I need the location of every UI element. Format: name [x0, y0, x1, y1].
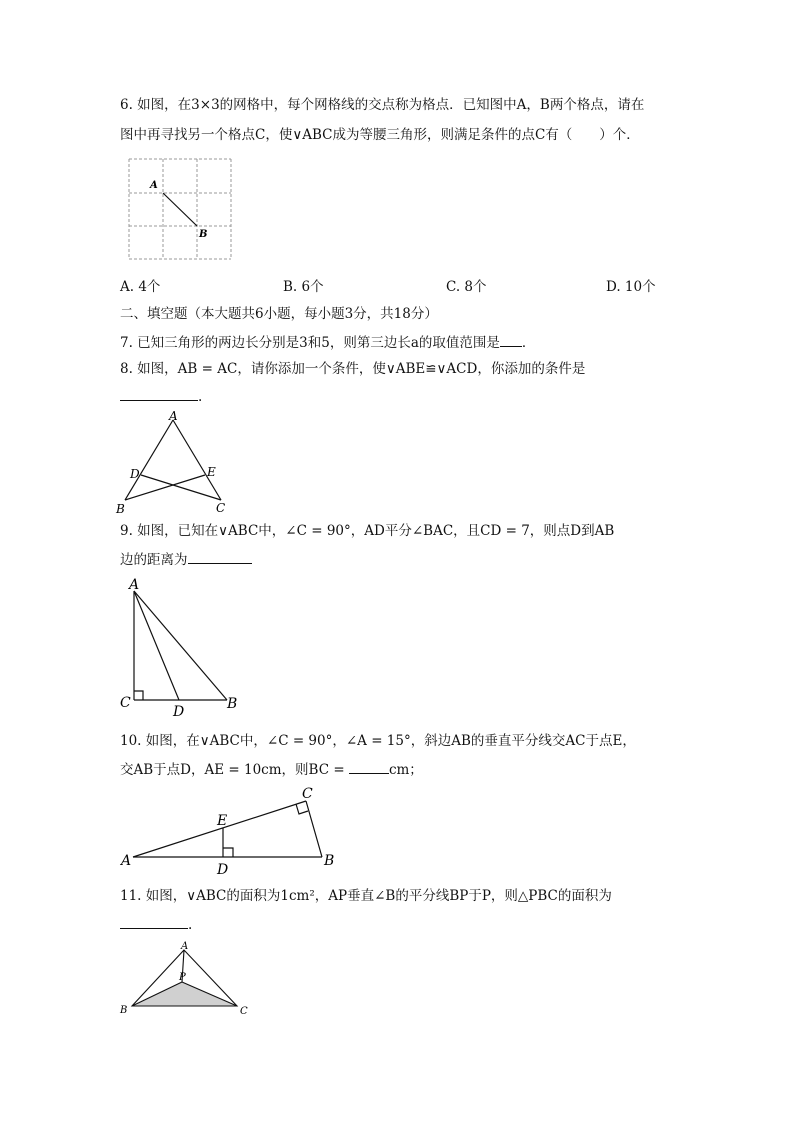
q11-end: .	[188, 917, 193, 933]
q7-end: ．	[521, 335, 536, 351]
section-heading: 二、填空题（本大题共6小题，每小题3分，共18分）	[120, 306, 438, 322]
q10-line2	[120, 759, 423, 780]
q11-question: 11. 如图，∨ABC的面积为1cm²，AP垂直∠B的平分线BP于P，则△PBC的面积为	[120, 888, 612, 904]
q10-question: 交AB于点D，AE = 10cm，则BC =	[120, 762, 345, 778]
q11-label-b: B	[120, 1005, 128, 1016]
q10-answer-blank[interactable]	[349, 759, 389, 774]
q8-label-e: E	[207, 465, 216, 479]
q10-label-d: D	[217, 862, 229, 878]
q6-line2: 图中再寻找另一个格点C，使∨ABC成为等腰三角形，则满足条件的点C有（ ）个．	[120, 127, 640, 143]
q10-unit: cm；	[388, 762, 423, 778]
q7-text	[120, 332, 535, 353]
q7-answer-blank[interactable]	[500, 332, 522, 347]
q11-label-p: P	[179, 972, 186, 983]
q6-label-b: B	[199, 229, 208, 240]
q8-end: .	[198, 389, 203, 405]
q6-option-a: A. 4个	[120, 279, 161, 295]
q9-label-a: A	[129, 577, 140, 593]
q9-triangle-figure	[115, 573, 250, 718]
q9-answer-blank[interactable]	[188, 549, 252, 564]
q9-label-c: C	[120, 695, 131, 711]
q9-label-d: D	[173, 704, 185, 720]
q7-question: 7. 已知三角形的两边长分别是3和5，则第三边长a的取值范围是	[120, 335, 500, 351]
q6-line1: 6. 如图，在3×3的网格中，每个网格线的交点称为格点．已知图中A，B两个格点，请在	[120, 97, 645, 113]
q10-line1: 10. 如图，在∨ABC中，∠C = 90°，∠A = 15°，斜边AB的垂直平分线交AC于点E，	[120, 733, 636, 749]
q8-answer-line	[120, 386, 202, 407]
q6-option-d: D. 10个	[606, 279, 656, 295]
q11-triangle-figure	[115, 938, 260, 1020]
q9-line1: 9. 如图，已知在∨ABC中，∠C = 90°，AD平分∠BAC，且CD = 7，则点D到AB	[120, 523, 615, 539]
q9-label-b: B	[227, 696, 238, 712]
q6-option-b: B. 6个	[283, 279, 324, 295]
q11-label-c: C	[240, 1006, 248, 1017]
q9-question-end: 边的距离为	[120, 552, 188, 568]
q8-answer-blank[interactable]	[120, 386, 198, 401]
q6-option-c: C. 8个	[446, 279, 487, 295]
q10-triangle-figure	[118, 783, 343, 878]
q8-label-d: D	[130, 467, 140, 481]
q11-answer-blank[interactable]	[120, 914, 188, 929]
q8-label-c: C	[216, 501, 226, 515]
q10-label-c: C	[302, 786, 313, 802]
q6-grid-figure	[128, 158, 232, 262]
q11-label-a: A	[181, 941, 189, 952]
q8-label-b: B	[116, 502, 125, 516]
q9-line2	[120, 549, 252, 570]
q10-label-e: E	[217, 813, 228, 829]
q11-answer-line	[120, 914, 192, 935]
q10-label-b: B	[324, 853, 335, 869]
q8-label-a: A	[169, 409, 178, 423]
q8-triangle-figure	[110, 408, 240, 518]
q10-label-a: A	[121, 853, 132, 869]
q8-question: 8. 如图，AB = AC，请你添加一个条件，使∨ABE≌∨ACD，你添加的条件是	[120, 361, 586, 377]
q6-label-a: A	[150, 180, 158, 191]
